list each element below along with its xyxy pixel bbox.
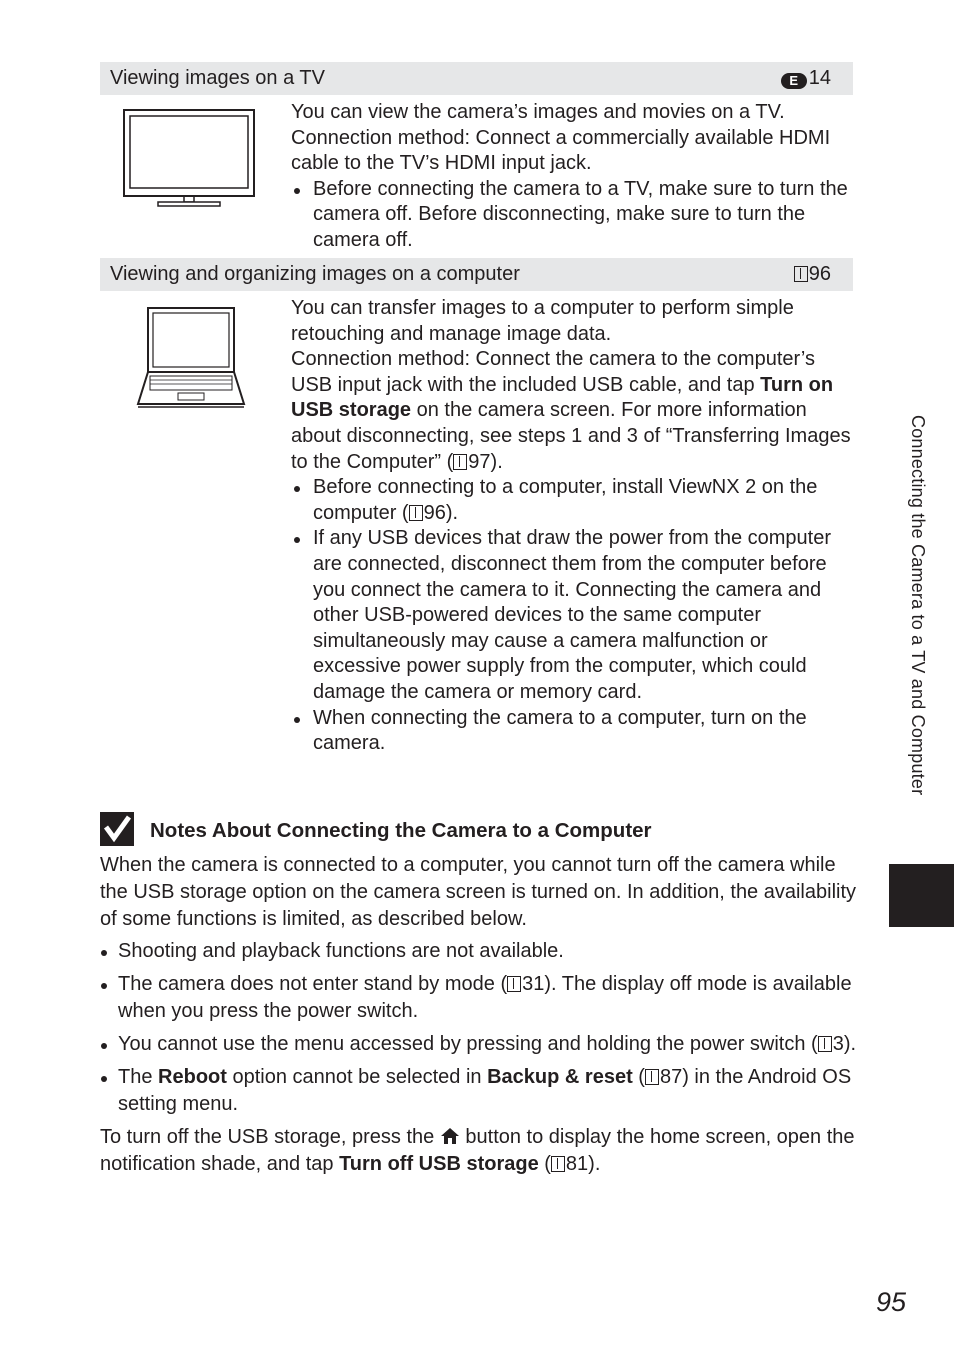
tv-icon — [122, 108, 256, 210]
list-item: When connecting the camera to a computer, turn on the camera. — [291, 706, 851, 757]
book-icon — [794, 266, 808, 282]
section-title: Viewing images on a TV — [110, 67, 325, 89]
laptop-icon — [136, 306, 246, 410]
notes-title: Notes About Connecting the Camera to a Computer — [150, 819, 652, 842]
list-item: The camera does not enter stand by mode ( 31). The display off mode is available when you press the power switch. — [100, 971, 860, 1025]
list-item: Before connecting to a computer, install ViewNX 2 on the computer ( 96). — [291, 475, 851, 526]
page-reference: E 14 — [781, 62, 831, 95]
home-icon — [440, 1126, 460, 1146]
section-title: Viewing and organizing images on a computer — [110, 263, 520, 285]
chapter-tab — [889, 864, 954, 927]
book-icon — [818, 1036, 832, 1052]
section-header-computer — [100, 258, 853, 291]
list-item: You cannot use the menu accessed by pressing and holding the power switch ( 3). — [100, 1031, 860, 1058]
book-icon — [551, 1156, 565, 1172]
page-number: 95 — [875, 1287, 906, 1317]
computer-description: You can transfer images to a computer to perform simple retouching and manage image data. Connection method: Connect the camera to the computer’s USB input jack with the included USB cable, and tap Turn on USB storage on the camera screen. For more information about disconnecting, see steps 1 and 3 of “Transferring Images to the Computer” ( 97). Before connecting to a computer, install ViewNX 2 on the computer ( 96). If any USB devices that draw the power from the computer are connected, disconnect them from the computer before you connect the camera to it. Connecting the camera and other USB-powered devices to the same computer simultaneously may cause a camera malfunction or excessive power supply from the computer, which could damage the camera or memory card. When connecting the camera to a computer, turn on the camera. — [291, 296, 851, 757]
notes-body: When the camera is connected to a computer, you cannot turn off the camera while the USB storage option on the camera screen is turned on. In addition, the availability of some functions is limited, as described below. Shooting and playback functions are not available. The camera does not enter stand by mode ( 31). The display off mode is available when you press the power switch. You cannot use the menu accessed by pressing and holding the power switch ( 3). The Reboot option cannot be selected in Backup & reset ( 87) in the Android OS setting menu. To turn off the USB storage, press the button to display the home screen, open the notification shade, and tap Turn off USB storage ( 81). — [100, 852, 860, 1178]
section-header-tv — [100, 62, 853, 95]
list-item: Before connecting the camera to a TV, make sure to turn the camera off. Before disconnecting, make sure to turn the camera off. — [291, 177, 851, 254]
book-icon — [645, 1069, 659, 1085]
list-item: Shooting and playback functions are not available. — [100, 938, 860, 965]
checkmark-icon — [100, 812, 134, 846]
notes-outro: To turn off the USB storage, press the button to display the home screen, open the notification shade, and tap Turn off USB storage ( 81). — [100, 1126, 855, 1175]
book-icon — [507, 976, 521, 992]
list-item: The Reboot option cannot be selected in Backup & reset ( 87) in the Android OS setting menu. — [100, 1064, 860, 1118]
book-icon — [453, 454, 467, 470]
list-item: If any USB devices that draw the power from the computer are connected, disconnect them from the computer before you connect the camera to it. Connecting the camera and other USB-powered devices to the same computer simultaneously may cause a camera malfunction or excessive power supply from the computer, which could damage the camera or memory card. — [291, 526, 851, 705]
chapter-side-label: Connecting the Camera to a TV and Computer — [908, 415, 928, 796]
book-icon — [409, 505, 423, 521]
reference-section-icon: E — [781, 73, 807, 89]
tv-description: You can view the camera’s images and movies on a TV. Connection method: Connect a commercially available HDMI cable to the TV’s HDMI input jack. Before connecting the camera to a TV, make sure to turn the camera off. Before disconnecting, make sure to turn the camera off. — [291, 100, 851, 254]
page-reference: 96 — [794, 258, 831, 291]
connection-method: Connection method: Connect the camera to the computer’s USB input jack with the included USB cable, and tap Turn on USB storage on the camera screen. For more information about disconnecting, see steps 1 and 3 of “Transferring Images to the Computer” ( 97). — [291, 348, 851, 473]
